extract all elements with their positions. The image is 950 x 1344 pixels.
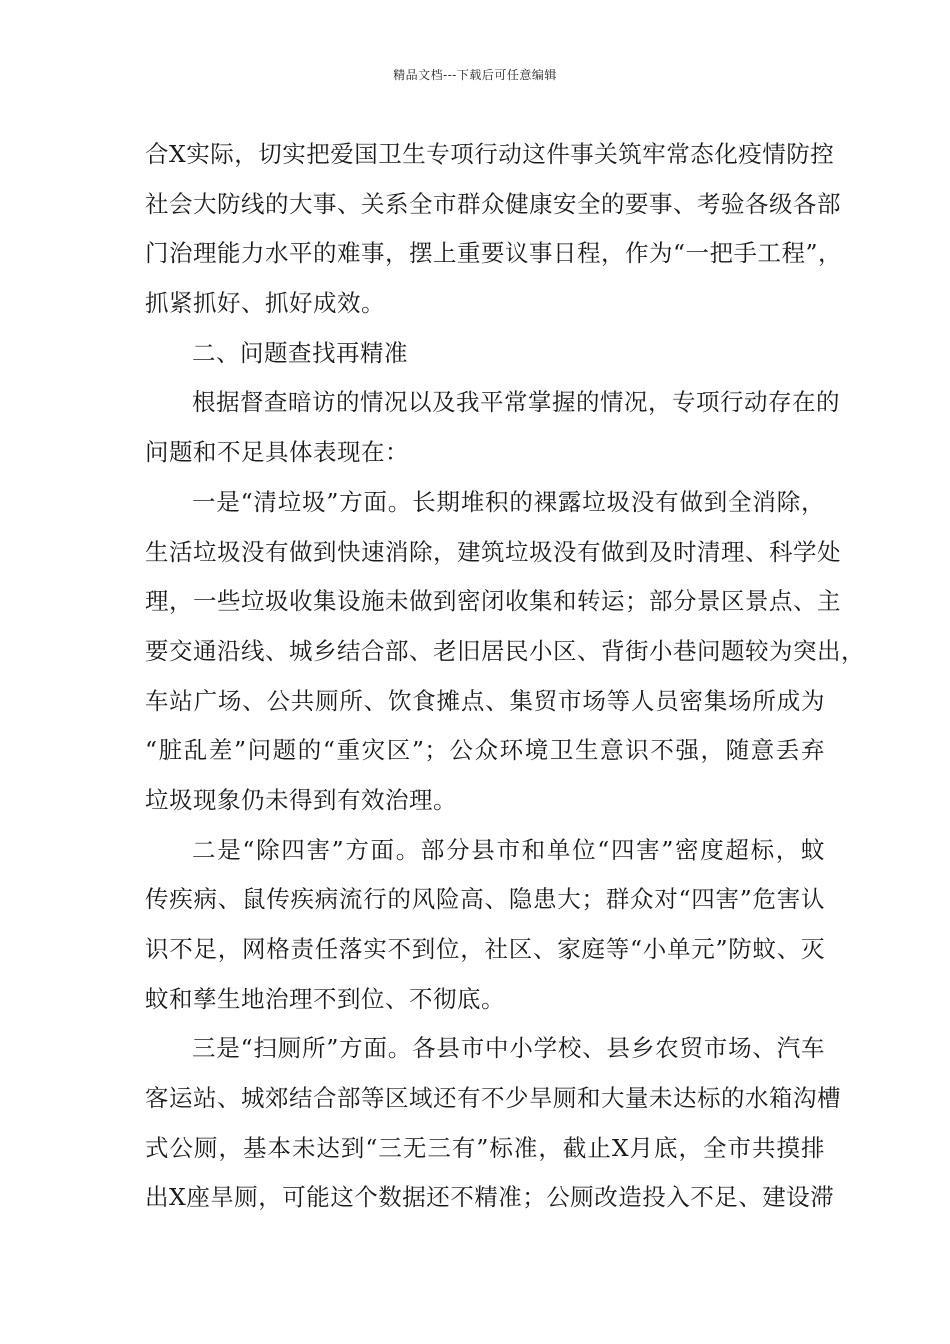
text-line: 出X座旱厕，可能这个数据还不精准；公厕改造投入不足、建设滞 — [145, 1183, 835, 1212]
text-line: 抓紧抓好、抓好成效。 — [145, 289, 385, 318]
text-line: 二是“除四害”方面。部分县市和单位“四害”密度超标，蚊 — [192, 835, 825, 864]
text-line: 要交通沿线、城乡结合部、老旧居民小区、背街小巷问题较为突出， — [145, 636, 865, 665]
text-line: 合X实际，切实把爱国卫生专项行动这件事关筑牢常态化疫情防控 — [145, 140, 835, 168]
section-heading: 二、问题查找再精准 — [192, 338, 408, 367]
text-line: 社会大防线的大事、关系全市群众健康安全的要事、考验各级各部 — [145, 189, 841, 218]
text-line: 垃圾现象仍未得到有效治理。 — [145, 785, 457, 814]
text-line: 蚊和孳生地治理不到位、不彻底。 — [145, 984, 505, 1013]
text-line: 识不足，网格责任落实不到位，社区、家庭等“小单元”防蚊、灭 — [145, 935, 825, 963]
text-line: 车站广场、公共厕所、饮食摊点、集贸市场等人员密集场所成为 — [145, 686, 825, 715]
text-line: 式公厕，基本未达到“三无三有”标准，截止X月底，全市共摸排 — [145, 1133, 825, 1162]
text-line: 一是“清垃圾”方面。长期堆积的裸露垃圾没有做到全消除， — [192, 487, 825, 516]
document-body — [145, 130, 865, 1223]
text-line: 生活垃圾没有做到快速消除，建筑垃圾没有做到及时清理、科学处 — [145, 537, 841, 566]
text-line: 传疾病、鼠传疾病流行的风险高、隐患大；群众对“四害”危害认 — [145, 885, 825, 914]
page-header: 精品文档---下载后可任意编辑 — [393, 68, 557, 82]
text-line: 理，一些垃圾收集设施未做到密闭收集和转运；部分景区景点、主 — [145, 587, 841, 616]
text-line: “脏乱差”问题的“重灾区”；公众环境卫生意识不强，随意丢弃 — [145, 736, 825, 765]
text-line: 门治理能力水平的难事，摆上重要议事日程，作为“一把手工程”， — [145, 239, 843, 268]
text-line: 客运站、城郊结合部等区域还有不少旱厕和大量未达标的水箱沟槽 — [145, 1084, 841, 1113]
text-line: 根据督查暗访的情况以及我平常掌握的情况，专项行动存在的 — [192, 388, 840, 417]
text-line: 三是“扫厕所”方面。各县市中小学校、县乡农贸市场、汽车 — [192, 1034, 825, 1063]
text-line: 问题和不足具体表现在： — [145, 438, 409, 467]
